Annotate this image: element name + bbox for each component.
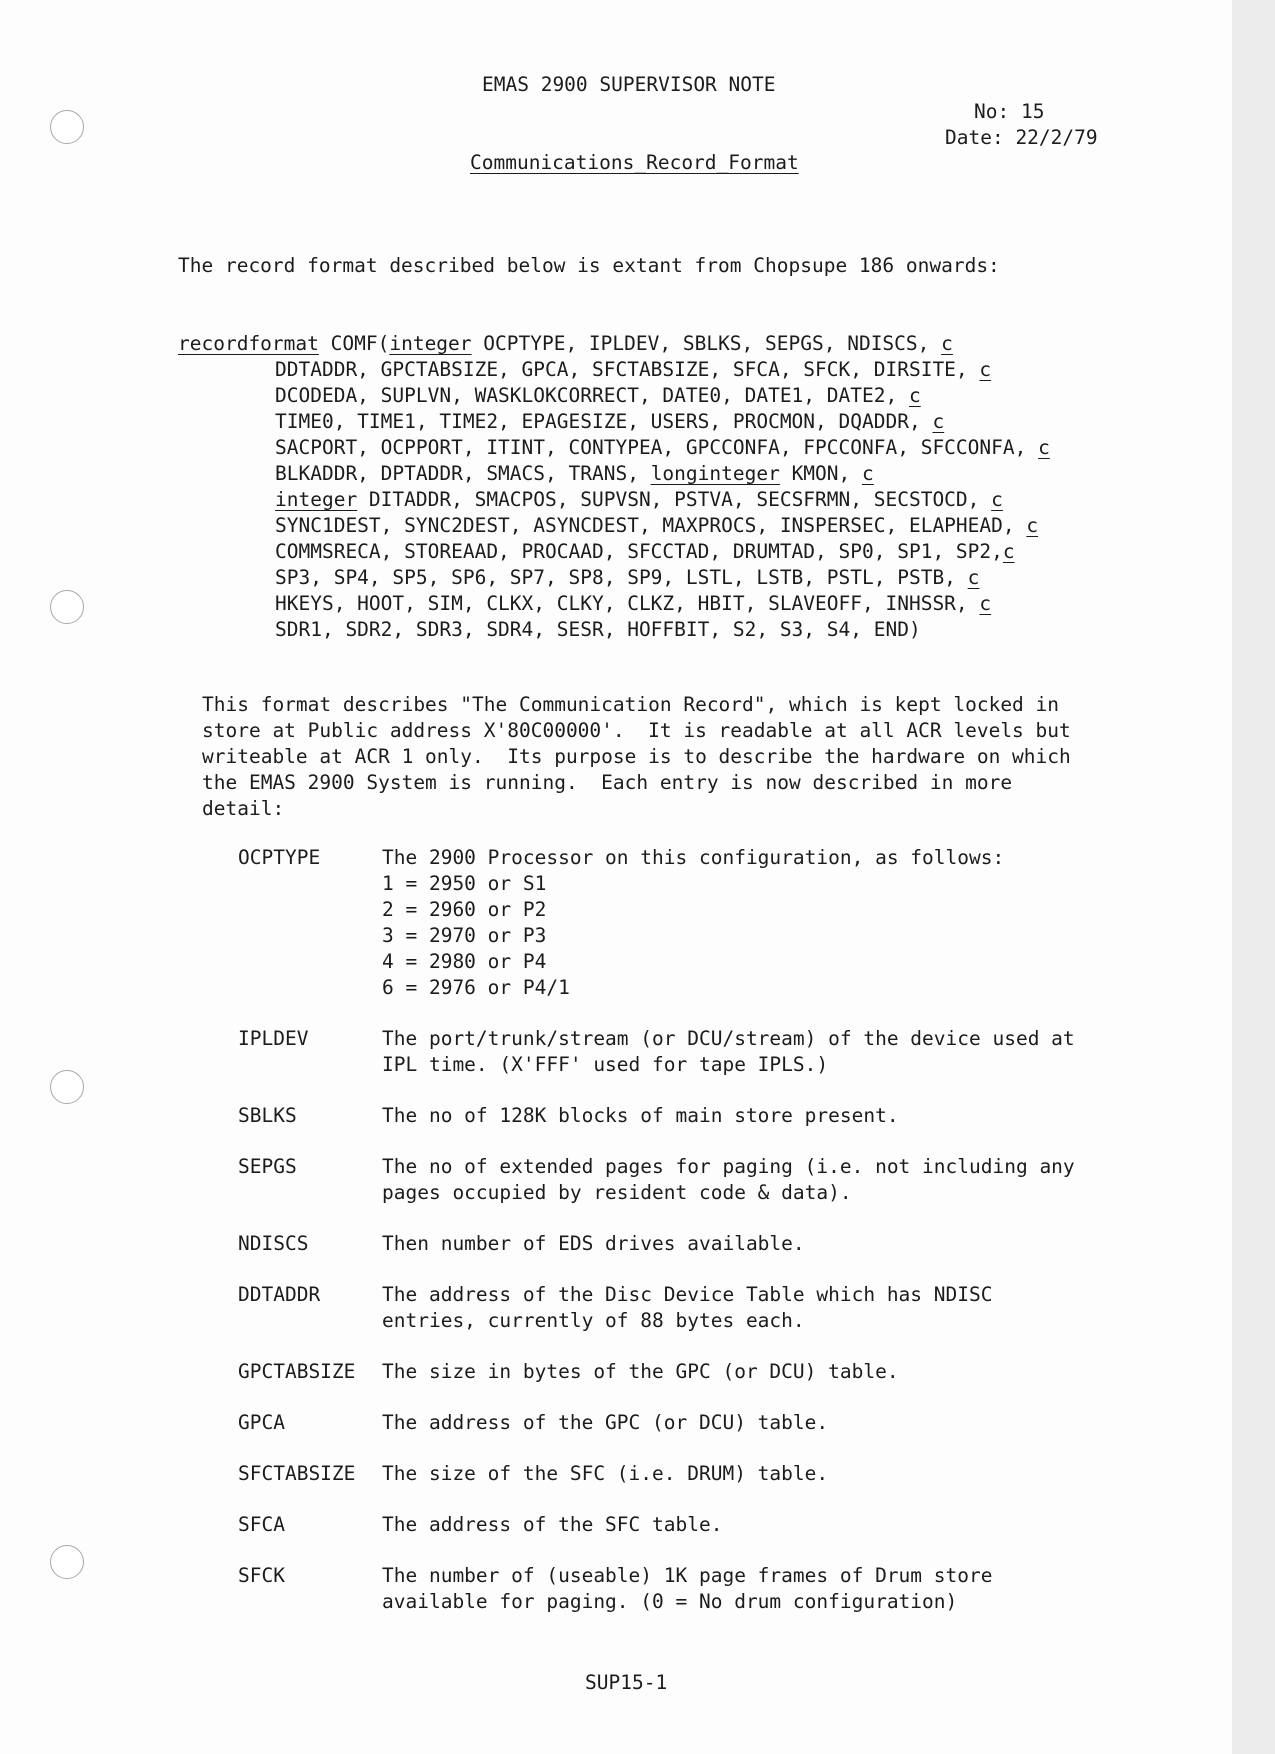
field-name: GPCTABSIZE (238, 1360, 356, 1383)
description-line: This format describes "The Communication Record", which is kept locked in (202, 693, 1060, 716)
field-description (382, 1026, 1142, 1078)
scan-edge (1232, 0, 1275, 1754)
page-subtitle: Communications_Record_Format (470, 151, 799, 174)
field-description-line: The size of the SFC (i.e. DRUM) table. (382, 1462, 829, 1485)
description-line: store at Public address X'80C00000'. It is readable at all ACR levels but (202, 719, 1071, 742)
code-line (178, 331, 1050, 357)
continuation-mark: c (862, 462, 874, 485)
code-line (178, 565, 1050, 591)
intro-text: The record format described below is extant from Chopsupe 186 onwards: (178, 254, 1000, 277)
field-description-line: 4 = 2980 or P4 (382, 950, 547, 973)
code-keyword: recordformat (178, 332, 319, 355)
code-line (178, 591, 1050, 617)
code-text: HKEYS, HOOT, SIM, CLKX, CLKY, CLKZ, HBIT, SLAVEOFF, INHSSR, (275, 592, 980, 615)
continuation-mark: c (979, 592, 992, 615)
code-text: DDTADDR, GPCTABSIZE, GPCA, SFCTABSIZE, SFCA, SFCK, DIRSITE, (275, 358, 980, 381)
field-description-line: 3 = 2970 or P3 (382, 924, 547, 947)
field-name: SBLKS (238, 1104, 297, 1127)
continuation-mark: c (1026, 514, 1039, 537)
code-keyword: integer (275, 488, 358, 511)
field-description-line: pages occupied by resident code & data). (382, 1181, 852, 1204)
field-description (382, 1563, 1142, 1615)
code-line (178, 539, 1050, 565)
punch-hole-mark (50, 1070, 84, 1104)
code-text: BLKADDR, DPTADDR, SMACS, TRANS, (275, 462, 651, 485)
continuation-mark: c (979, 358, 992, 381)
field-description-line: entries, currently of 88 bytes each. (382, 1309, 805, 1332)
field-description-line: The address of the Disc Device Table which has NDISC (382, 1283, 993, 1306)
code-text: SDR1, SDR2, SDR3, SDR4, SESR, HOFFBIT, S2, S3, S4, END) (275, 618, 921, 641)
field-description (382, 1359, 1142, 1385)
field-description-line: The port/trunk/stream (or DCU/stream) of the device used at (382, 1027, 1075, 1050)
field-description (382, 1512, 1142, 1538)
field-name: OCPTYPE (238, 846, 321, 869)
code-keyword: integer (389, 332, 472, 355)
continuation-mark: c (1038, 436, 1050, 459)
code-text: SACPORT, OCPPORT, ITINT, CONTYPEA, GPCCONFA, FPCCONFA, SFCCONFA, (275, 436, 1039, 459)
code-line (178, 409, 1050, 435)
field-description-line: The no of 128K blocks of main store present. (382, 1104, 899, 1127)
field-name: SEPGS (238, 1155, 297, 1178)
field-description-line: The number of (useable) 1K page frames of Drum store (382, 1564, 993, 1587)
code-line (178, 357, 1050, 383)
field-name: IPLDEV (238, 1027, 309, 1050)
punch-hole-mark (50, 110, 84, 144)
code-text: KMON, (779, 462, 863, 485)
continuation-mark: c (1002, 540, 1015, 563)
continuation-mark: c (941, 332, 953, 355)
note-date: Date: 22/2/79 (945, 126, 1098, 149)
field-description-line: The size in bytes of the GPC (or DCU) table. (382, 1360, 899, 1383)
description-line: writeable at ACR 1 only. Its purpose is to describe the hardware on which (202, 745, 1071, 768)
continuation-mark: c (908, 384, 921, 407)
field-description (382, 1103, 1142, 1129)
field-name: SFCA (238, 1513, 285, 1536)
continuation-mark: c (967, 566, 980, 589)
code-line (178, 487, 1050, 513)
field-name: NDISCS (238, 1232, 309, 1255)
code-text: COMF( (318, 332, 390, 355)
field-description (382, 1410, 1142, 1436)
note-number: No: 15 (974, 100, 1045, 123)
recordformat-declaration (178, 331, 1050, 643)
code-line (178, 617, 1050, 643)
field-name: SFCK (238, 1564, 285, 1587)
code-text: DCODEDA, SUPLVN, WASKLOKCORRECT, DATE0, DATE1, DATE2, (275, 384, 909, 407)
field-name: SFCTABSIZE (238, 1462, 356, 1485)
code-text: SP3, SP4, SP5, SP6, SP7, SP8, SP9, LSTL, LSTB, PSTL, PSTB, (275, 566, 968, 589)
field-name: GPCA (238, 1411, 285, 1434)
field-description (382, 1154, 1142, 1206)
page-footer: SUP15-1 (585, 1671, 668, 1694)
code-text: SYNC1DEST, SYNC2DEST, ASYNCDEST, MAXPROCS, INSPERSEC, ELAPHEAD, (275, 514, 1027, 537)
field-description (382, 1231, 1142, 1257)
code-text: OCPTYPE, IPLDEV, SBLKS, SEPGS, NDISCS, (471, 332, 942, 355)
punch-hole-mark (50, 590, 84, 624)
field-description (382, 1461, 1142, 1487)
field-description-line: 1 = 2950 or S1 (382, 872, 547, 895)
field-description-line: 2 = 2960 or P2 (382, 898, 547, 921)
punch-hole-mark (50, 1545, 84, 1579)
field-description-line: The no of extended pages for paging (i.e. not including any (382, 1155, 1075, 1178)
code-keyword: longinteger (650, 462, 780, 485)
code-line (178, 435, 1050, 461)
page-title: EMAS 2900 SUPERVISOR NOTE (482, 73, 776, 96)
field-description-line: Then number of EDS drives available. (382, 1232, 805, 1255)
code-text: DITADDR, SMACPOS, SUPVSN, PSTVA, SECSFRMN, SECSTOCD, (357, 488, 992, 511)
field-name: DDTADDR (238, 1283, 321, 1306)
code-line (178, 383, 1050, 409)
field-description (382, 845, 1142, 1001)
description-line: the EMAS 2900 System is running. Each entry is now described in more (202, 771, 1013, 794)
description-paragraph (202, 692, 1102, 822)
field-description (382, 1282, 1142, 1334)
field-description-line: available for paging. (0 = No drum configuration) (382, 1590, 958, 1613)
description-line: detail: (202, 797, 285, 820)
field-description-line: IPL time. (X'FFF' used for tape IPLS.) (382, 1053, 829, 1076)
continuation-mark: c (991, 488, 1003, 511)
field-description-line: The address of the SFC table. (382, 1513, 723, 1536)
code-line (178, 461, 1050, 487)
field-description-line: 6 = 2976 or P4/1 (382, 976, 570, 999)
code-text: TIME0, TIME1, TIME2, EPAGESIZE, USERS, PROCMON, DQADDR, (275, 410, 933, 433)
continuation-mark: c (932, 410, 945, 433)
field-description-line: The address of the GPC (or DCU) table. (382, 1411, 829, 1434)
code-line (178, 513, 1050, 539)
field-description-line: The 2900 Processor on this configuration, as follows: (382, 846, 1005, 869)
code-text: COMMSRECA, STOREAAD, PROCAAD, SFCCTAD, DRUMTAD, SP0, SP1, SP2, (275, 540, 1003, 563)
